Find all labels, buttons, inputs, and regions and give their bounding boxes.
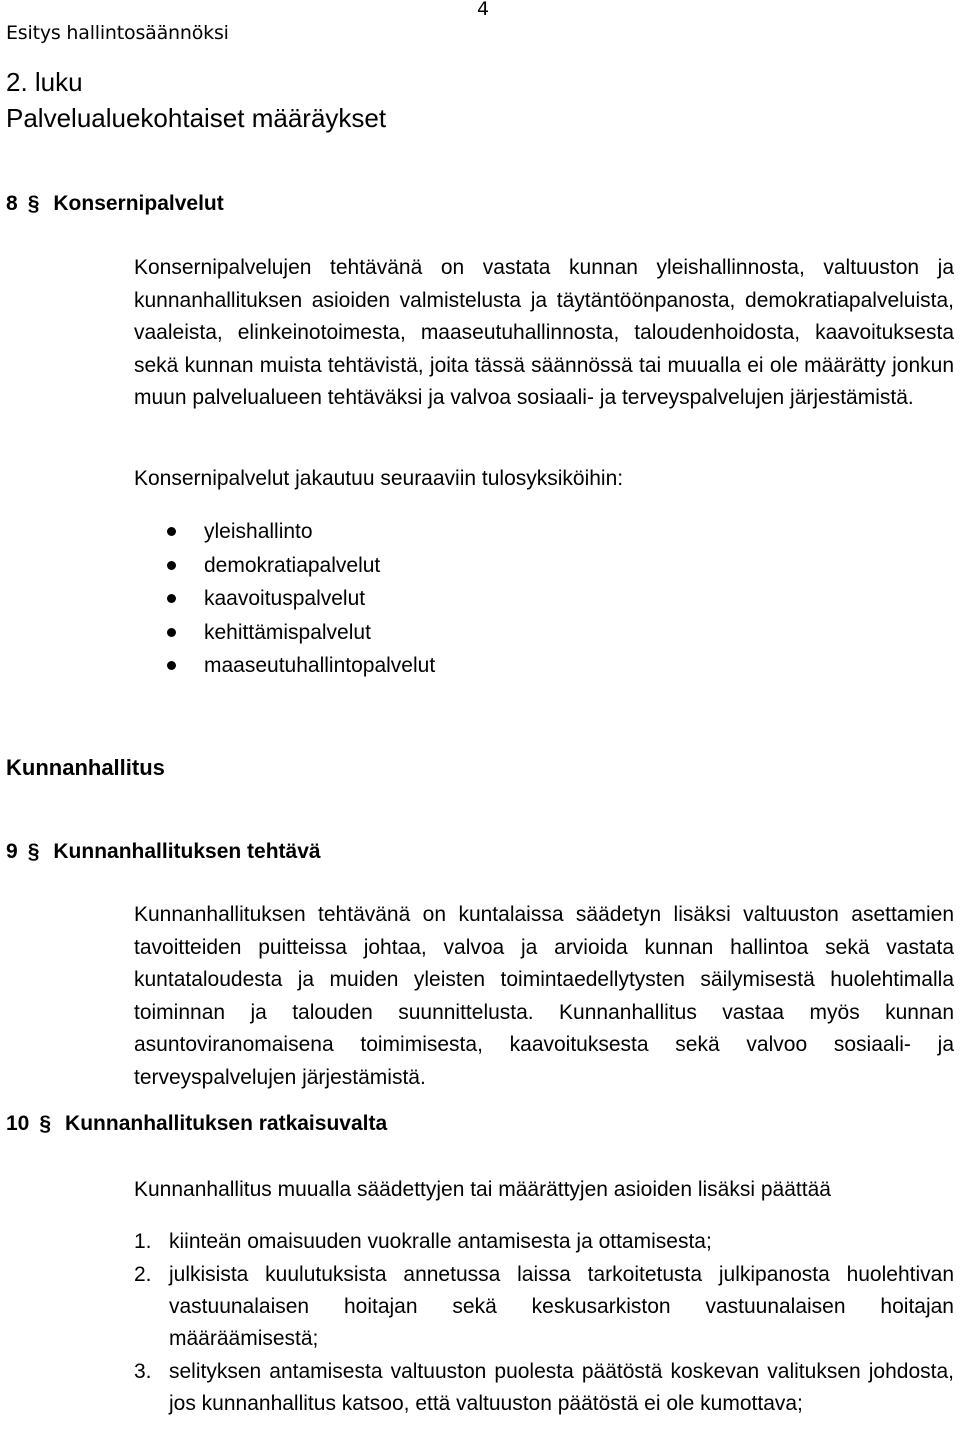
- list-item-text: selityksen antamisesta valtuuston puolesta päätöstä koskevan valituksen johdosta, jos kunnanhallitus katsoo, että valtuuston päätöstä ei ole kumottava;: [169, 1360, 954, 1415]
- kunnanhallitus-heading: Kunnanhallitus: [6, 755, 165, 780]
- section-sign: §: [27, 192, 40, 215]
- section-8-heading: [6, 192, 224, 216]
- list-item: [134, 616, 435, 650]
- chapter-title: Palvelualuekohtaiset määräykset: [6, 103, 387, 133]
- section-9-number: 9: [6, 840, 18, 863]
- section-10-title: Kunnanhallituksen ratkaisuvalta: [65, 1112, 388, 1135]
- section-9-title: Kunnanhallituksen tehtävä: [53, 840, 321, 863]
- chapter-heading: [6, 64, 386, 136]
- section-sign: §: [39, 1112, 52, 1135]
- list-item: [134, 1259, 954, 1355]
- list-item-label: demokratiapalvelut: [204, 553, 381, 577]
- list-item-number: 2.: [134, 1263, 152, 1286]
- bullet-icon: [167, 628, 176, 637]
- section-8-title: Konsernipalvelut: [53, 192, 224, 215]
- section-10-number: 10: [6, 1112, 30, 1135]
- list-item: [134, 1226, 954, 1258]
- bullet-icon: [167, 561, 176, 570]
- running-header: Esitys hallintosäännöksi: [6, 22, 229, 44]
- list-item-text: julkisista kuulutuksista annetussa laissa tarkoitetusta julkipanosta huolehtivan vastuunalaisen hoitajan sekä keskusarkiston vastuunalaisen hoitajan määräämisestä;: [169, 1263, 954, 1350]
- list-item: [134, 1356, 954, 1420]
- list-item-number: 3.: [134, 1360, 152, 1383]
- list-item: [134, 582, 435, 616]
- section-9-paragraph: Kunnanhallituksen tehtävänä on kuntalaissa säädetyn lisäksi valtuuston asettamien tavoitteiden puitteissa johtaa, valvoa ja arvioida kunnan hallintoa sekä vastata kuntataloudesta ja muiden yleisten toimintaedellytysten säilymisestä huolehtimalla toiminnan ja talouden suunnittelusta. Kunnanhallitus vastaa myös kunnan asuntoviranomaisena toimimisesta, kaavoituksesta sekä valvoo sosiaali- ja terveyspalvelujen järjestämistä.: [134, 903, 954, 1089]
- list-item-text: kiinteän omaisuuden vuokralle antamisesta ja ottamisesta;: [169, 1230, 712, 1253]
- list-item: [134, 515, 435, 549]
- list-item: [134, 649, 435, 683]
- bullet-icon: [167, 594, 176, 603]
- units-list: [134, 515, 435, 683]
- bullet-icon: [167, 661, 176, 670]
- section-10-intro: Kunnanhallitus muualla säädettyjen tai määrättyjen asioiden lisäksi päättää: [134, 1178, 831, 1201]
- section-8-number: 8: [6, 192, 18, 215]
- section-9-heading: [6, 840, 321, 864]
- list-item-label: maaseutuhallintopalvelut: [204, 654, 436, 677]
- list-item-label: kehittämispalvelut: [204, 620, 371, 644]
- list-item-label: yleishallinto: [204, 520, 313, 543]
- list-item: [134, 549, 435, 583]
- chapter-number: 2. luku: [6, 67, 83, 97]
- page-number: 4: [477, 0, 490, 20]
- section-8-paragraph: Konsernipalvelujen tehtävänä on vastata kunnan yleishallinnosta, valtuuston ja kunnanhallituksen asioiden valmistelusta ja täytäntöönpanosta, demokratiapalveluista, vaaleista, elinkeinotoimesta, maaseutuhallinnosta, taloudenhoidosta, kaavoituksesta sekä kunnan muista tehtävistä, joita tässä säännössä tai muualla ei ole määrätty jonkun muun palvelualueen tehtäväksi ja valvoa sosiaali- ja terveyspalvelujen järjestämistä.: [134, 256, 954, 409]
- bullet-icon: [167, 527, 176, 536]
- section-sign: §: [27, 840, 40, 863]
- list-item-number: 1.: [134, 1230, 152, 1253]
- list-item-label: kaavoituspalvelut: [204, 587, 366, 610]
- units-intro: Konsernipalvelut jakautuu seuraaviin tulosyksiköihin:: [134, 467, 624, 490]
- section-10-heading: [6, 1112, 387, 1136]
- section-10-list: [134, 1226, 954, 1421]
